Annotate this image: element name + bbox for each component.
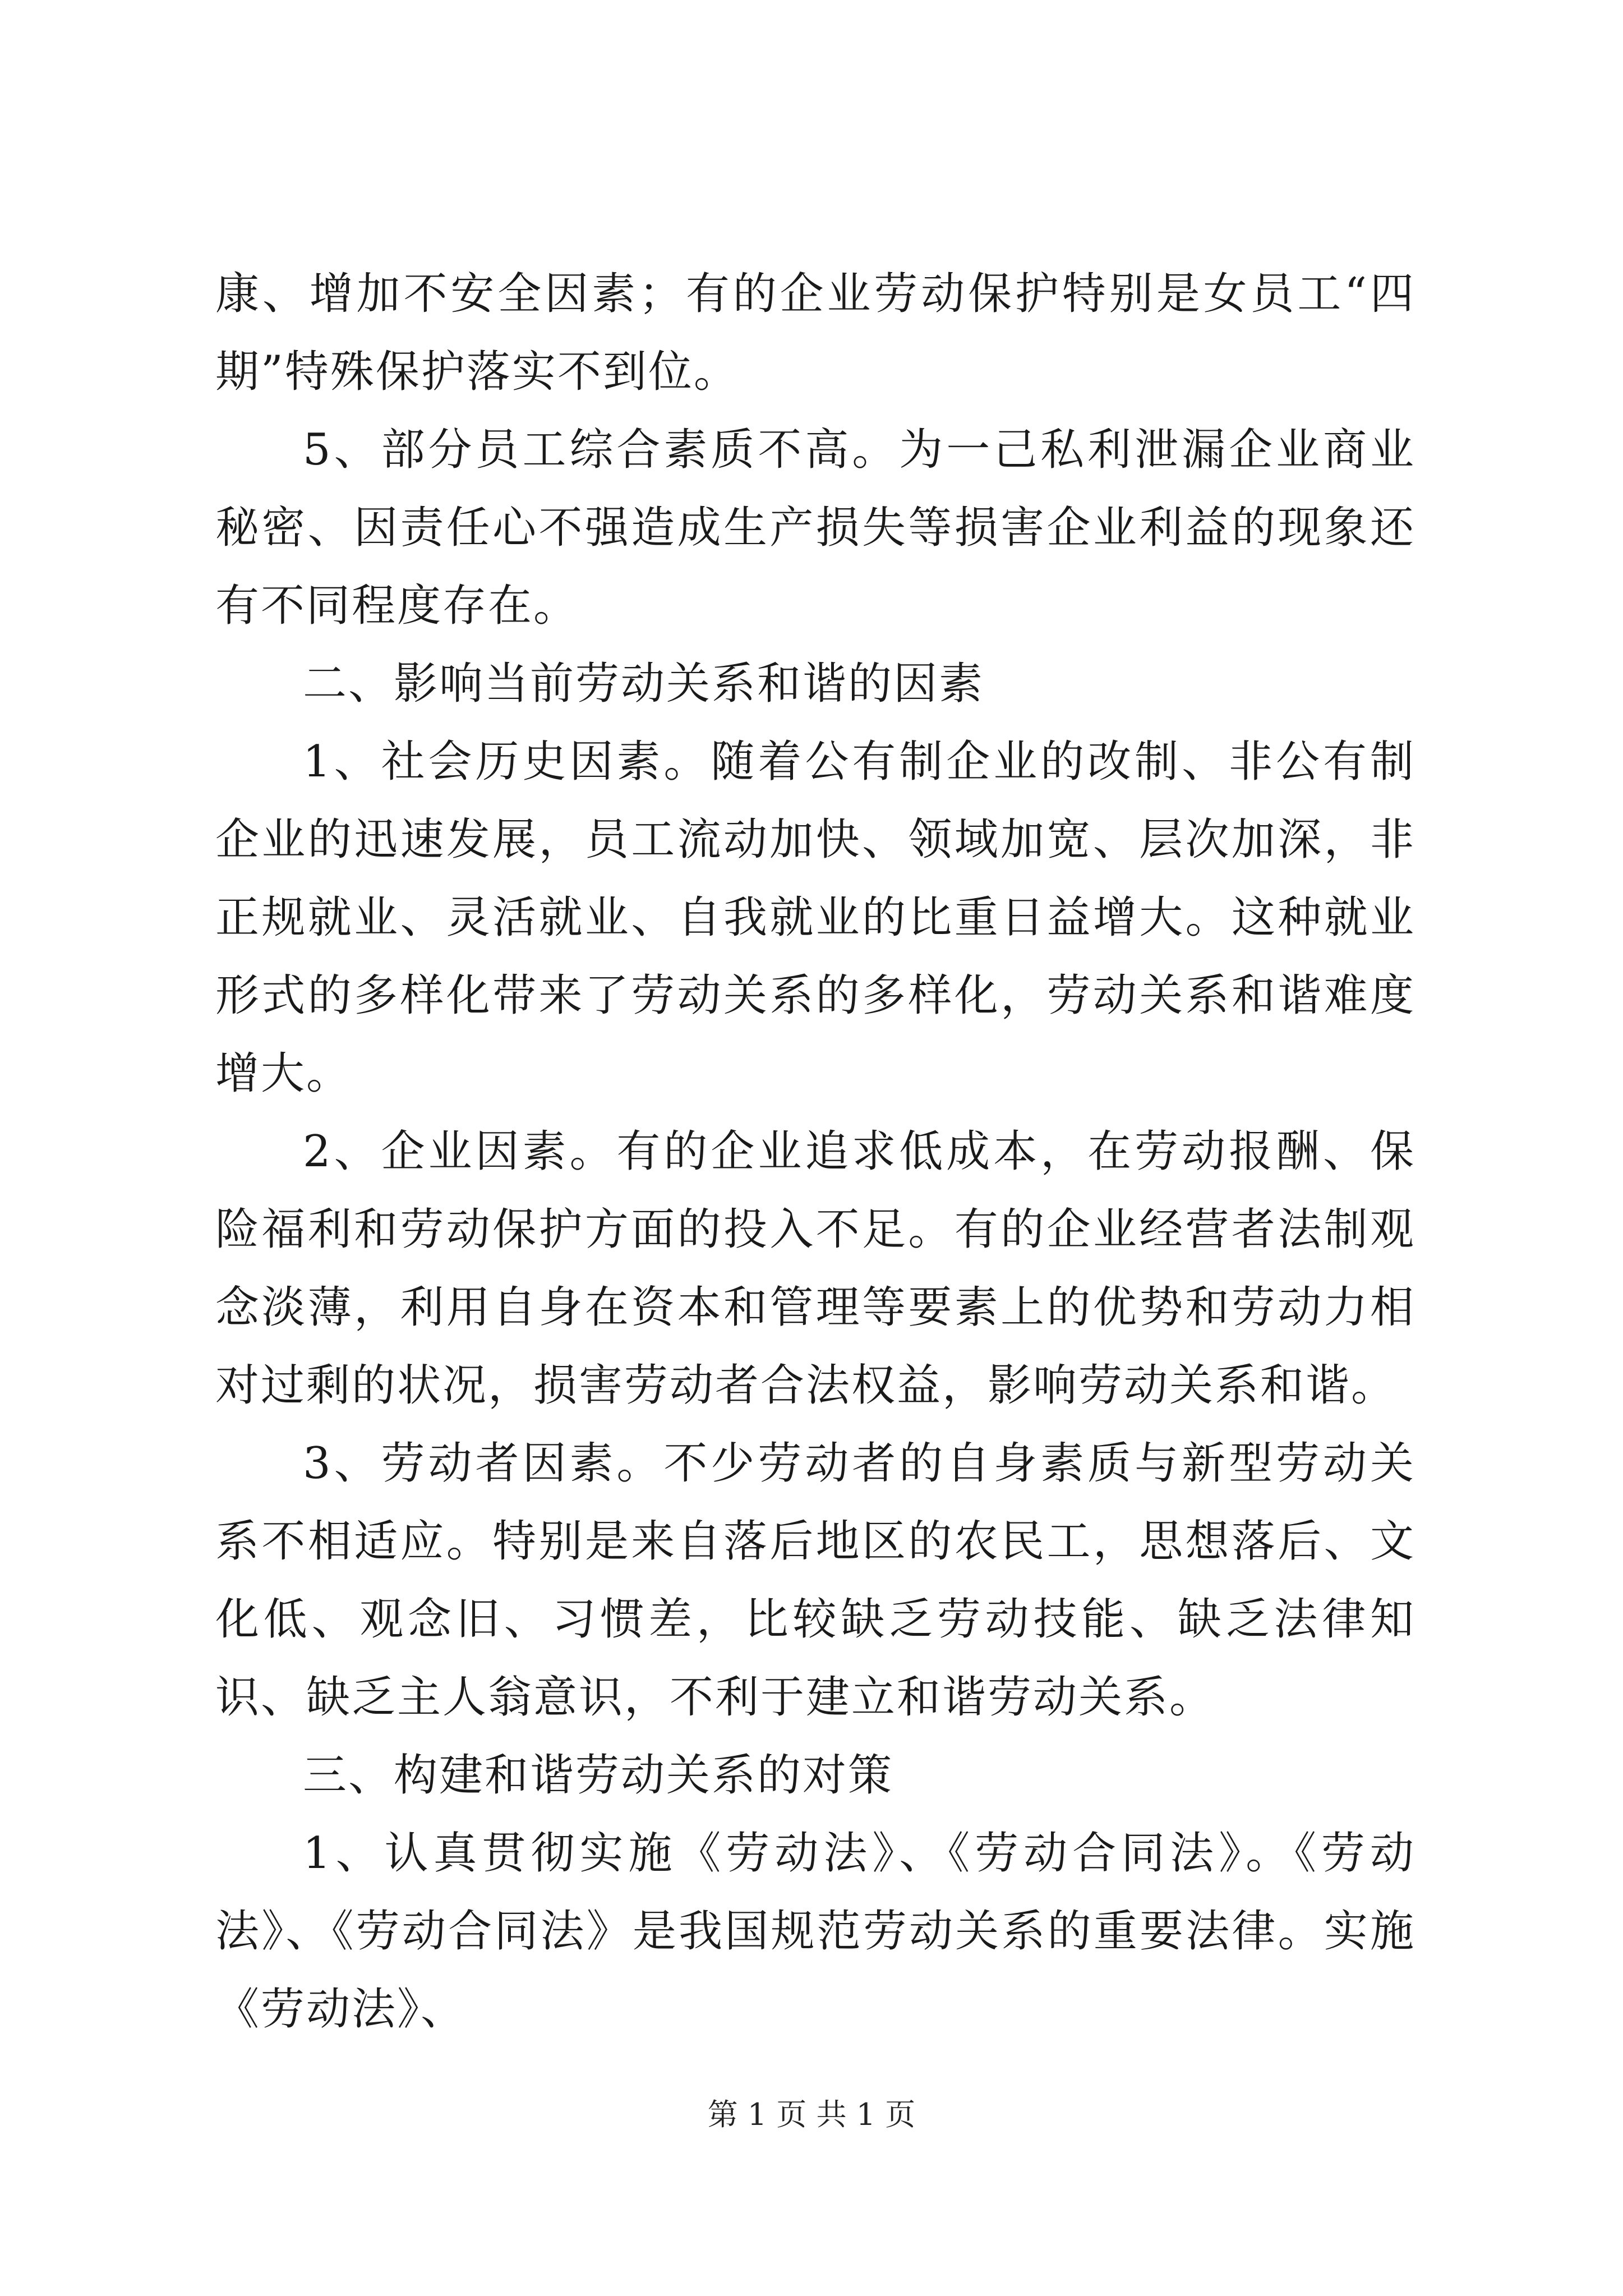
section-heading-3: 三、构建和谐劳动关系的对策 bbox=[303, 1750, 894, 1801]
paragraph-continuation: 康、增加不安全因素；有的企业劳动保护特别是女员工“四期”特殊保护落实不到位。 bbox=[215, 269, 1415, 397]
paragraph-factor-3: 3、劳动者因素。不少劳动者的自身素质与新型劳动关系不相适应。特别是来自落后地区的农民工，思想落后、文化低、观念旧、习惯差，比较缺乏劳动技能、缺乏法律知识、缺乏主人翁意识，不利于建立和谐劳动关系。 bbox=[215, 1438, 1415, 1723]
paragraph-item-5: 5、部分员工综合素质不高。为一己私利泄漏企业商业秘密、因责任心不强造成生产损失等损害企业利益的现象还有不同程度存在。 bbox=[215, 425, 1415, 631]
paragraph-measure-1: 1、认真贯彻实施《劳动法》、《劳动合同法》。《劳动法》、《劳动合同法》是我国规范劳动关系的重要法律。实施《劳动法》、 bbox=[215, 1828, 1415, 2035]
page-footer: 第 1 页 共 1 页 bbox=[707, 2097, 916, 2132]
paragraph-factor-2: 2、企业因素。有的企业追求低成本，在劳动报酬、保险福利和劳动保护方面的投入不足。有的企业经营者法制观念淡薄，利用自身在资本和管理等要素上的优势和劳动力相对过剩的状况，损害劳动者合法权益，影响劳动关系和谐。 bbox=[215, 1126, 1415, 1411]
document-body bbox=[215, 255, 1415, 2049]
section-heading-2: 二、影响当前劳动关系和谐的因素 bbox=[303, 659, 985, 709]
paragraph-factor-1: 1、社会历史因素。随着公有制企业的改制、非公有制企业的迅速发展，员工流动加快、领域加宽、层次加深，非正规就业、灵活就业、自我就业的比重日益增大。这种就业形式的多样化带来了劳动关系的多样化，劳动关系和谐难度增大。 bbox=[215, 737, 1415, 1099]
